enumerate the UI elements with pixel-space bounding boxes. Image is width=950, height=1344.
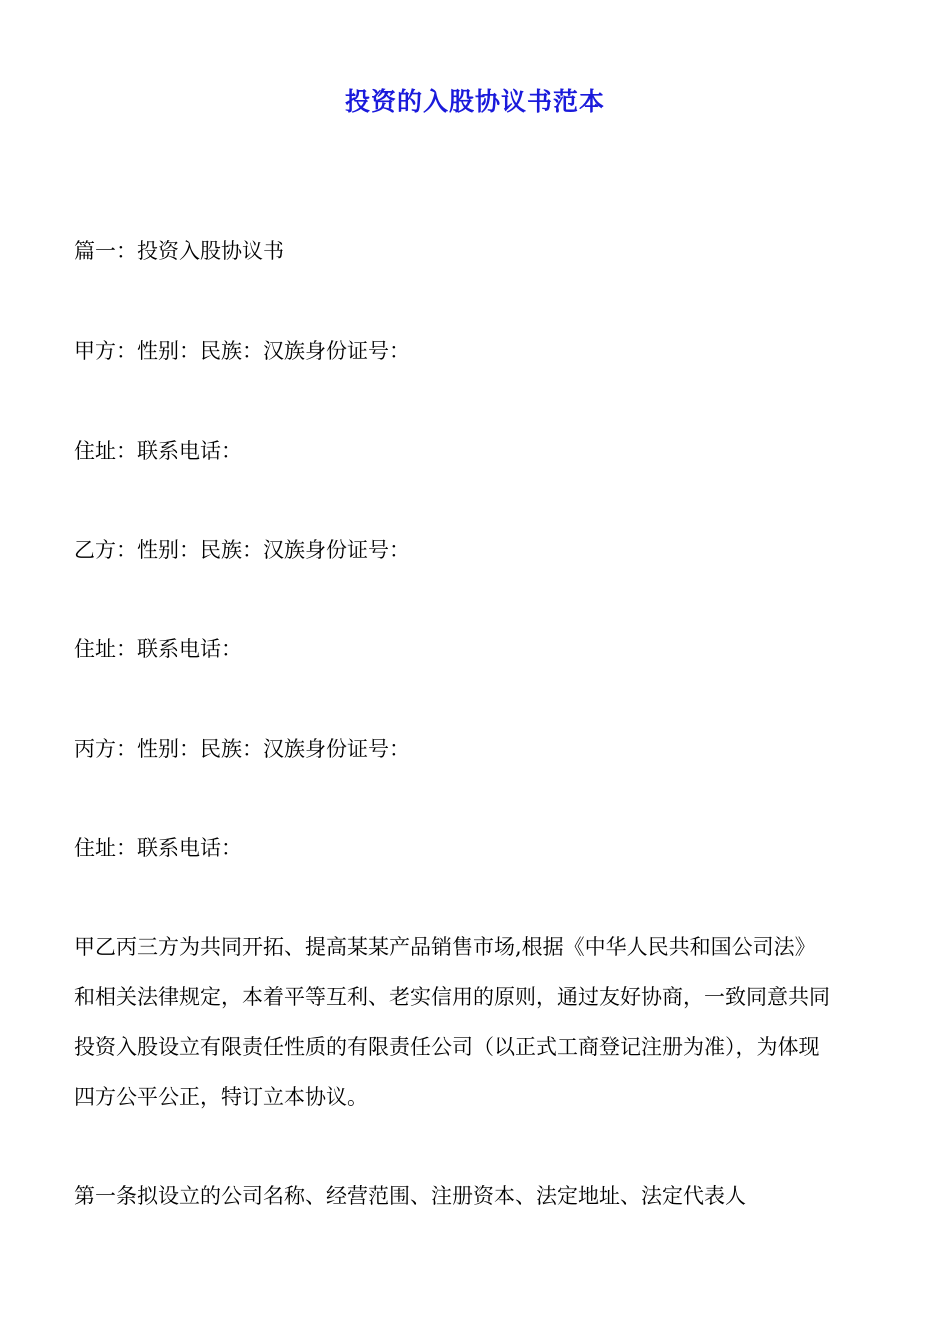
preamble-paragraph	[74, 922, 884, 1122]
preamble-line: 甲乙丙三方为共同开拓、提高某某产品销售市场,根据《中华人民共和国公司法》	[74, 935, 816, 959]
article-one-heading: 第一条拟设立的公司名称、经营范围、注册资本、法定地址、法定代表人	[74, 1184, 746, 1208]
party-c-info: 丙方：性别：民族：汉族身份证号：	[74, 737, 410, 761]
document-title: 投资的入股协议书范本	[344, 87, 605, 116]
preamble-line: 和相关法律规定，本着平等互利、老实信用的原则，通过友好协商，一致同意共同	[74, 985, 830, 1009]
party-c-address: 住址：联系电话：	[74, 836, 242, 860]
preamble-line: 四方公平公正，特订立本协议。	[74, 1085, 368, 1109]
party-b-info: 乙方：性别：民族：汉族身份证号：	[74, 538, 410, 562]
preamble-line: 投资入股设立有限责任性质的有限责任公司（以正式工商登记注册为准），为体现	[74, 1035, 820, 1059]
party-b-address: 住址：联系电话：	[74, 637, 242, 661]
section-heading: 篇一：投资入股协议书	[74, 239, 284, 263]
party-a-info: 甲方：性别：民族：汉族身份证号：	[74, 339, 410, 363]
party-a-address: 住址：联系电话：	[74, 439, 242, 463]
